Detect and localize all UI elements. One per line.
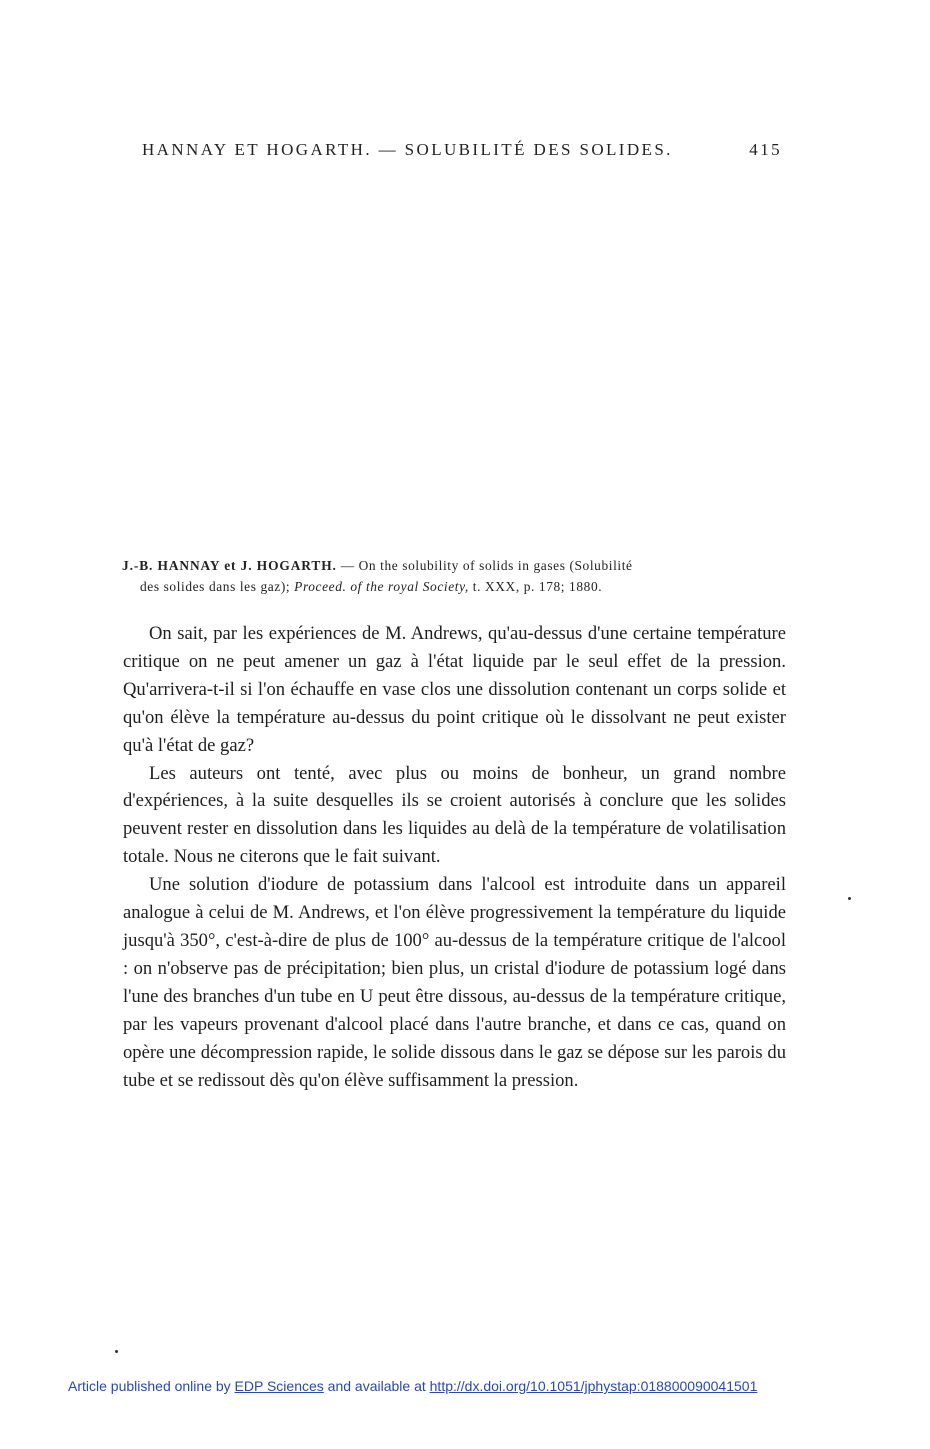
reference-title-line2: des solides dans les gaz);	[140, 579, 295, 594]
reference-title-line1: — On the solubility of solids in gases (Solubilité	[336, 558, 633, 573]
paragraph: On sait, par les expériences de M. Andrews, qu'au-dessus d'une certaine température critique on ne peut amener un gaz à l'état liquide par le seul effet de la pression. Qu'arrivera-t-il si l'on échauffe en vase clos une dissolution contenant un corps solide et qu'on élève la température au-dessus du point critique où le dissolvant ne peut exister qu'à l'état de gaz?	[123, 623, 786, 756]
stray-mark	[115, 1350, 118, 1353]
bibliographic-reference	[122, 555, 790, 597]
publication-footer	[68, 1378, 868, 1394]
footer-prefix: Article published online by	[68, 1378, 235, 1394]
reference-citation: t. XXX, p. 178; 1880.	[468, 579, 603, 594]
article-body	[123, 620, 786, 1094]
reference-journal: Proceed. of the royal Society,	[294, 579, 469, 594]
page-number: 415	[749, 140, 782, 159]
doi-link[interactable]: http://dx.doi.org/10.1051/jphystap:018800090041501	[429, 1378, 758, 1394]
footer-middle: and available at	[323, 1378, 430, 1394]
running-title: HANNAY ET HOGARTH. — SOLUBILITÉ DES SOLIDES.	[142, 140, 673, 159]
reference-line2	[122, 576, 790, 597]
stray-mark	[848, 897, 851, 900]
reference-authors: J.-B. HANNAY et J. HOGARTH.	[122, 558, 337, 573]
paragraph: Les auteurs ont tenté, avec plus ou moins de bonheur, un grand nombre d'expériences, à la suite desquelles ils se croient autorisés à conclure que les solides peuvent rester en dissolution dans les liquides au delà de la température de volatilisation totale. Nous ne citerons que le fait suivant.	[123, 762, 786, 868]
paragraph: Une solution d'iodure de potassium dans l'alcool est introduite dans un appareil analogue à celui de M. Andrews, et l'on élève progressivement la température du liquide jusqu'à 350°, c'est-à-dire de plus de 100° au-dessus de la température critique de l'alcool : on n'observe pas de précipitation; bien plus, un cristal d'iodure de potassium logé dans l'une des branches d'un tube en U peut être dissous, au-dessus de la température critique, par les vapeurs provenant d'alcool placé dans l'autre branche, et dans ce cas, quand on opère une décompression rapide, le solide dissous dans le gaz se dépose sur les parois du tube et se redissout dès qu'on élève suffisamment la pression.	[123, 874, 786, 1091]
edp-sciences-link[interactable]: EDP Sciences	[234, 1378, 324, 1394]
running-head	[142, 140, 782, 160]
